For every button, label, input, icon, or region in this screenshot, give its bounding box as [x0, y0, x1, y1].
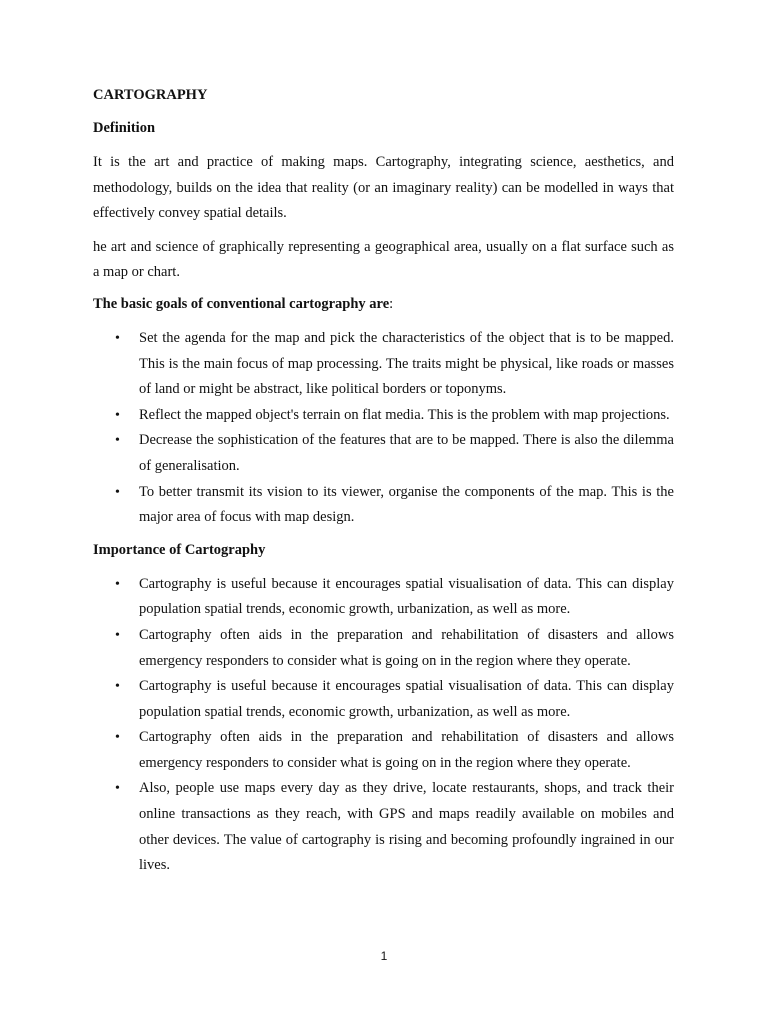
list-item — [93, 572, 674, 623]
list-item — [93, 480, 674, 531]
bullet-icon: • — [115, 407, 120, 423]
bullet-icon: • — [115, 627, 120, 643]
definition-paragraph-2: he art and science of graphically representing a geographical area, usually on a flat surface such as a map or chart. — [93, 238, 674, 281]
list-item-text: Cartography is useful because it encourages spatial visualisation of data. This can display population spatial trends, economic growth, urbanization, as well as more. — [139, 678, 674, 720]
bullet-icon: • — [115, 433, 120, 449]
definition-heading: Definition — [93, 120, 156, 136]
goals-heading-colon: : — [389, 295, 394, 312]
list-item-text: To better transmit its vision to its viewer, organise the components of the map. This is the major area of focus with map design. — [139, 483, 674, 526]
goals-heading-text: The basic goals of conventional cartography are — [93, 295, 390, 312]
bullet-icon: • — [115, 484, 120, 500]
bullet-icon: • — [115, 781, 120, 797]
list-item-text: Reflect the mapped object's terrain on flat media. This is the problem with map projections. — [139, 406, 670, 423]
bullet-icon: • — [115, 679, 120, 695]
list-item — [93, 623, 674, 674]
importance-list — [93, 572, 674, 879]
document-title: CARTOGRAPHY — [93, 87, 208, 103]
list-item-text: Cartography often aids in the preparation and rehabilitation of disasters and allows emergency responders to consider what is going on in the region where they operate. — [139, 626, 674, 669]
list-item — [93, 326, 674, 403]
definition-paragraph-1: It is the art and practice of making maps. Cartography, integrating science, aesthetics, and methodology, builds on the idea that reality (or an imaginary reality) can be modelled in ways that effectively convey spatial details. — [93, 154, 674, 222]
list-item — [93, 674, 674, 725]
importance-heading: Importance of Cartography — [93, 541, 266, 558]
list-item — [93, 403, 674, 429]
document-page — [93, 85, 674, 888]
list-item-text: Decrease the sophistication of the features that are to be mapped. There is also the dilemma of generalisation. — [139, 432, 674, 474]
page-number: 1 — [380, 949, 388, 963]
list-item-text: Set the agenda for the map and pick the characteristics of the object that is to be mapped. This is the main focus of map processing. The traits might be physical, like roads or masses of land or might be abstract, like political borders or toponyms. — [139, 329, 674, 398]
goals-heading — [93, 294, 674, 314]
list-item-text: Cartography is useful because it encourages spatial visualisation of data. This can display population spatial trends, economic growth, urbanization, as well as more. — [139, 575, 674, 618]
bullet-icon: • — [115, 730, 120, 746]
list-item-text: Also, people use maps every day as they drive, locate restaurants, shops, and track their online transactions as they reach, with GPS and maps readily available on mobiles and other devices. The value of cartography is rising and becoming profoundly ingrained in our lives. — [139, 780, 674, 874]
goals-list — [93, 326, 674, 531]
bullet-icon: • — [115, 330, 120, 346]
bullet-icon: • — [115, 576, 120, 592]
list-item — [93, 428, 674, 479]
list-item — [93, 725, 674, 776]
list-item — [93, 776, 674, 878]
list-item-text: Cartography often aids in the preparation and rehabilitation of disasters and allows emergency responders to consider what is going on in the region where they operate. — [139, 729, 674, 771]
